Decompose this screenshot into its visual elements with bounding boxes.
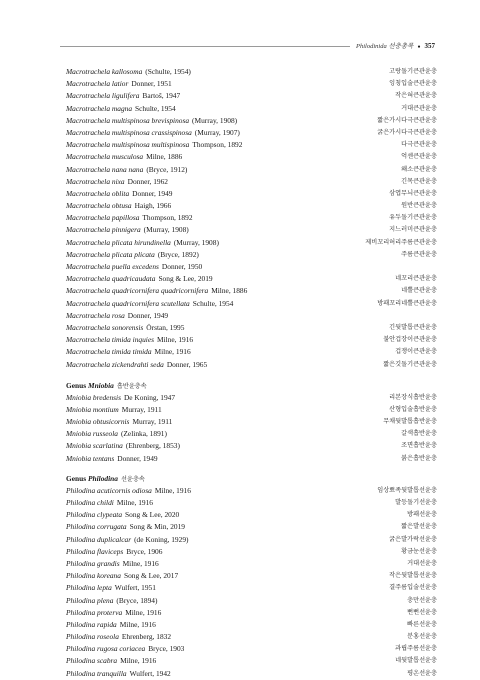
scientific-name: Philodina roseola xyxy=(66,632,119,642)
species-citation xyxy=(66,582,156,594)
species-row xyxy=(66,151,437,163)
species-citation xyxy=(66,607,161,619)
author-citation: Haigh, 1966 xyxy=(134,201,172,211)
scientific-name: Philodina corrugata xyxy=(66,522,127,532)
species-citation xyxy=(66,261,202,273)
korean-name: 잉칭입술큰관윤충 xyxy=(389,80,437,88)
species-row xyxy=(66,582,437,594)
scientific-name: Philodina plena xyxy=(66,595,114,605)
korean-name: 제비꼬리허리주름큰관윤충 xyxy=(365,238,437,246)
scientific-name: Mniobia russeola xyxy=(66,429,118,439)
species-citation xyxy=(66,485,191,497)
scientific-name: Macrotrachela latior xyxy=(66,79,129,89)
author-citation: Song & Min, 2019 xyxy=(129,522,185,532)
species-row xyxy=(66,298,437,310)
scientific-name: Philodina duplicalcar xyxy=(66,534,132,544)
author-citation: Donner, 1962 xyxy=(127,176,168,186)
korean-name: 작은혀큰관윤충 xyxy=(395,92,437,100)
species-citation xyxy=(66,509,179,521)
species-citation xyxy=(66,428,167,440)
korean-name: 빠른선윤충 xyxy=(407,620,437,628)
scientific-name: Macrotrachela pinnigera xyxy=(66,225,141,235)
species-row xyxy=(66,534,437,546)
genus-name: Philodina xyxy=(88,473,118,483)
korean-name: 원반큰관윤충 xyxy=(401,202,437,210)
species-citation xyxy=(66,127,240,139)
species-row xyxy=(66,558,437,570)
species-row xyxy=(66,655,437,667)
scientific-name: Mniobia tentans xyxy=(66,453,115,463)
korean-name: 삼엽무늬큰관윤충 xyxy=(389,189,437,197)
scientific-name: Philodina rapida xyxy=(66,619,117,629)
korean-name: 굵은발가락선윤충 xyxy=(389,535,437,543)
species-citation xyxy=(66,453,158,465)
species-citation xyxy=(66,668,171,680)
species-row xyxy=(66,188,437,200)
species-citation xyxy=(66,346,191,358)
scientific-name: Macrotrachela rosa xyxy=(66,310,125,320)
species-citation xyxy=(66,546,162,558)
species-row xyxy=(66,619,437,631)
species-row xyxy=(66,631,437,643)
author-citation: Ehrenberg, 1832 xyxy=(121,632,172,642)
korean-name: 굵은가시다극큰관윤충 xyxy=(377,128,437,136)
author-citation: Bryce, 1906 xyxy=(126,546,163,556)
scientific-name: Macrotrachela puella excedens xyxy=(66,262,159,271)
scientific-name: Macrotrachela ligulifera xyxy=(66,91,140,101)
author-citation: Thompson, 1892 xyxy=(142,213,193,223)
korean-name: 임상뾰족뒷발톱선윤충 xyxy=(377,486,437,494)
species-row xyxy=(66,78,437,90)
species-citation xyxy=(66,322,184,334)
author-citation: Thompson, 1892 xyxy=(192,140,243,150)
korean-name: 방패꼬리네뿔큰관윤충 xyxy=(377,299,437,307)
korean-name: 왜소큰관윤충 xyxy=(401,165,437,173)
species-citation xyxy=(66,164,187,176)
species-row xyxy=(66,322,437,334)
species-citation xyxy=(66,249,199,261)
species-row xyxy=(66,103,437,115)
species-citation xyxy=(66,416,172,428)
author-citation: Wulfert, 1951 xyxy=(114,583,156,593)
author-citation: Milne, 1916 xyxy=(125,607,162,617)
korean-name: 결주름입술선윤충 xyxy=(389,584,437,592)
species-citation xyxy=(66,115,237,127)
species-row xyxy=(66,285,437,297)
species-citation xyxy=(66,298,233,310)
species-row xyxy=(66,497,437,509)
header-rule xyxy=(60,46,350,47)
scientific-name: Macrotrachela oblita xyxy=(66,188,130,198)
author-citation: Donner, 1951 xyxy=(131,79,172,89)
genus-label: Genus xyxy=(66,473,87,483)
author-citation: Murray, 1911 xyxy=(132,417,173,427)
scientific-name: Philodina acuticornis odiosa xyxy=(66,485,152,495)
korean-name: 네꼬리큰관윤충 xyxy=(395,275,437,283)
species-citation xyxy=(66,359,207,371)
species-citation xyxy=(66,103,176,115)
species-citation xyxy=(66,200,171,212)
scientific-name: Philodina flaviceps xyxy=(66,546,124,556)
scientific-name: Macrotrachela quadricornifera scutellata xyxy=(66,298,190,308)
korean-name: 긴뒷발톱큰관윤충 xyxy=(389,323,437,331)
species-row xyxy=(66,237,437,249)
species-citation xyxy=(66,310,168,322)
author-citation: Donner, 1950 xyxy=(161,262,203,271)
korean-name: 고랑돌기큰관윤충 xyxy=(389,68,437,75)
header-text xyxy=(356,40,435,54)
species-row xyxy=(66,261,437,273)
species-row xyxy=(66,428,437,440)
species-citation xyxy=(66,285,247,297)
scientific-name: Philodina proterva xyxy=(66,607,123,617)
species-row xyxy=(66,453,437,465)
scientific-name: Philodina lepta xyxy=(66,583,112,593)
species-row xyxy=(66,440,437,452)
korean-name: 네뒷발톱선윤충 xyxy=(395,657,437,665)
species-row xyxy=(66,139,437,151)
species-citation xyxy=(66,570,178,582)
scientific-name: Macrotrachela plicata plicata xyxy=(66,249,155,259)
species-citation xyxy=(66,90,180,102)
species-row xyxy=(66,224,437,236)
scientific-name: Macrotrachela multispinosa multispinosa xyxy=(66,140,190,150)
korean-name: 붉은흡반윤충 xyxy=(401,454,437,462)
species-row xyxy=(66,404,437,416)
genus-korean-name: 선윤충속 xyxy=(120,475,145,483)
korean-name: 네뿔큰관윤충 xyxy=(401,287,437,295)
korean-name: 갈색흡반윤충 xyxy=(401,430,437,438)
scientific-name: Mniobia bredensis xyxy=(66,392,121,402)
species-row xyxy=(66,66,437,78)
author-citation: (Murray, 1908) xyxy=(143,225,189,235)
author-citation: Milne, 1916 xyxy=(122,558,159,568)
korean-name: 짧은가시다극큰관윤충 xyxy=(377,116,437,124)
species-row xyxy=(66,346,437,358)
species-citation xyxy=(66,78,172,90)
species-row xyxy=(66,115,437,127)
species-row xyxy=(66,392,437,404)
author-citation: Milne, 1886 xyxy=(146,152,183,162)
author-citation: Donner, 1949 xyxy=(132,188,173,198)
korean-name: 산형입술흡반윤충 xyxy=(389,405,437,413)
scientific-name: Macrotrachela papillosa xyxy=(66,213,140,223)
header-bullet-icon: ● xyxy=(417,45,421,50)
species-row xyxy=(66,485,437,497)
species-row xyxy=(66,595,437,607)
species-citation xyxy=(66,497,153,509)
author-citation: Donner, 1949 xyxy=(127,310,169,320)
author-citation: Murray, 1911 xyxy=(121,404,162,414)
species-row xyxy=(66,249,437,261)
korean-name: 과립주름선윤충 xyxy=(395,645,437,653)
scientific-name: Macrotrachela nixa xyxy=(66,176,125,186)
species-citation xyxy=(66,212,193,224)
philodina-species-list xyxy=(66,485,437,680)
genus-korean-name: 흡반윤충속 xyxy=(116,382,147,390)
header-section-title: Philodinida 선충총목 xyxy=(356,43,414,50)
species-list xyxy=(66,66,437,680)
korean-name: 리본장식흡반윤충 xyxy=(389,393,437,401)
korean-name: 황금눈선윤충 xyxy=(401,547,437,555)
korean-name: 무채뒷발톱흡반윤충 xyxy=(383,418,437,426)
author-citation: (de Koning, 1929) xyxy=(134,534,189,544)
author-citation: De Koning, 1947 xyxy=(123,392,176,402)
korean-name: 충만선윤충 xyxy=(407,596,437,604)
species-row xyxy=(66,334,437,346)
scientific-name: Philodina scabra xyxy=(66,656,118,666)
species-row xyxy=(66,90,437,102)
scientific-name: Macrotrachela plicata hirundinella xyxy=(66,237,171,247)
species-row xyxy=(66,176,437,188)
species-row xyxy=(66,359,437,371)
scientific-name: Macrotrachela musculosa xyxy=(66,152,144,162)
korean-name: 발등돌기선윤충 xyxy=(395,499,437,506)
scientific-name: Macrotrachela multispinosa crassispinosa xyxy=(66,127,192,137)
scientific-name: Macrotrachela quadricornifera quadricornifera xyxy=(66,286,209,296)
author-citation: Milne, 1916 xyxy=(154,485,191,495)
scientific-name: Macrotrachela timida inquies xyxy=(66,335,154,345)
scientific-name: Macrotrachela kallosoma xyxy=(66,67,143,76)
author-citation: (Bryce, 1912) xyxy=(146,164,188,174)
species-citation xyxy=(66,176,168,188)
author-citation: Milne, 1916 xyxy=(119,619,156,629)
author-citation: Milne, 1886 xyxy=(211,286,248,296)
scientific-name: Mniobia scarlatina xyxy=(66,441,123,451)
species-citation xyxy=(66,151,182,163)
korean-name: 분홍선윤충 xyxy=(407,633,437,641)
scientific-name: Macrotrachela multispinosa brevispinosa xyxy=(66,115,190,125)
author-citation: Song & Lee, 2017 xyxy=(123,571,179,581)
korean-name: 긴목큰관윤충 xyxy=(401,177,437,185)
scientific-name: Philodina grandis xyxy=(66,558,120,568)
species-citation xyxy=(66,188,173,200)
korean-name: 뻔뻔선윤충 xyxy=(407,608,437,616)
scientific-name: Macrotrachela sonorensis xyxy=(66,322,144,332)
species-row xyxy=(66,546,437,558)
scientific-name: Macrotrachela zickendrahti seda xyxy=(66,359,164,369)
species-row xyxy=(66,509,437,521)
genus-heading-mniobia xyxy=(66,379,437,392)
running-header xyxy=(0,40,435,52)
korean-name: 작은뒷발톱선윤충 xyxy=(389,572,437,580)
species-citation xyxy=(66,237,219,249)
author-citation: (Schulte, 1954) xyxy=(145,67,191,76)
author-citation: Bryce, 1903 xyxy=(148,644,185,654)
author-citation: Milne, 1916 xyxy=(116,498,153,507)
genus-label: Genus xyxy=(66,380,87,390)
korean-name: 거대큰관윤충 xyxy=(401,104,437,112)
korean-name: 조면흡반윤충 xyxy=(401,442,437,450)
korean-name: 지느러미큰관윤충 xyxy=(389,226,437,234)
author-citation: Song & Lee, 2020 xyxy=(125,510,180,520)
korean-name: 주름큰관윤충 xyxy=(401,250,437,258)
scientific-name: Philodina clypeata xyxy=(66,510,123,520)
korean-name: 방패선윤충 xyxy=(407,511,437,519)
species-row xyxy=(66,521,437,533)
species-row xyxy=(66,607,437,619)
korean-name: 유두돌기큰관윤충 xyxy=(389,214,437,222)
korean-name: 겁쟁이큰관윤충 xyxy=(395,348,437,356)
species-citation xyxy=(66,139,242,151)
species-row xyxy=(66,668,437,680)
author-citation: Örstan, 1995 xyxy=(146,322,185,332)
scientific-name: Macrotrachela timida timida xyxy=(66,347,152,357)
species-row xyxy=(66,643,437,655)
genus-heading-philodina xyxy=(66,472,437,485)
author-citation: (Bryce, 1892) xyxy=(157,249,199,259)
author-citation: Milne, 1916 xyxy=(120,656,157,666)
author-citation: Song & Lee, 2019 xyxy=(158,274,213,284)
macrotrachela-block xyxy=(66,66,437,371)
author-citation: Wulfert, 1942 xyxy=(129,668,171,678)
author-citation: (Murray, 1908) xyxy=(173,237,219,247)
species-citation xyxy=(66,273,213,285)
species-row xyxy=(66,127,437,139)
species-row xyxy=(66,212,437,224)
species-citation xyxy=(66,404,162,416)
korean-name: 불안겁장이큰관윤충 xyxy=(383,336,437,344)
species-citation xyxy=(66,521,185,533)
scientific-name: Macrotrachela quadricaudata xyxy=(66,274,156,284)
scientific-name: Mniobia montium xyxy=(66,404,119,414)
species-row xyxy=(66,416,437,428)
philodina-block xyxy=(66,472,437,680)
species-citation xyxy=(66,595,157,607)
page-number: 357 xyxy=(424,42,435,50)
species-citation xyxy=(66,631,171,643)
species-citation xyxy=(66,334,193,346)
author-citation: Donner, 1949 xyxy=(117,453,158,463)
author-citation: Milne, 1916 xyxy=(154,347,191,357)
species-citation xyxy=(66,558,159,570)
species-citation xyxy=(66,392,175,404)
species-row xyxy=(66,200,437,212)
author-citation: (Murray, 1908) xyxy=(192,115,238,125)
korean-name: 평온선윤충 xyxy=(407,669,437,677)
author-citation: (Zelinka, 1891) xyxy=(120,429,167,439)
species-citation xyxy=(66,66,191,78)
mniobia-block xyxy=(66,379,437,465)
korean-name: 다극큰관윤충 xyxy=(401,141,437,149)
species-row xyxy=(66,570,437,582)
author-citation: Donner, 1965 xyxy=(166,359,208,369)
korean-name: 억센큰관윤충 xyxy=(401,153,437,161)
scientific-name: Macrotrachela nana nana xyxy=(66,164,144,174)
author-citation: Bartoš, 1947 xyxy=(142,91,181,101)
species-citation xyxy=(66,440,180,452)
author-citation: Milne, 1916 xyxy=(157,335,194,345)
scientific-name: Philodina childi xyxy=(66,498,114,507)
species-row xyxy=(66,164,437,176)
species-citation xyxy=(66,534,188,546)
scientific-name: Philodina tranquilla xyxy=(66,668,127,678)
mniobia-species-list xyxy=(66,392,437,465)
author-citation: (Bryce, 1894) xyxy=(116,595,158,605)
scientific-name: Philodina rugosa coriacea xyxy=(66,644,146,654)
author-citation: Schulte, 1954 xyxy=(135,103,176,113)
scientific-name: Macrotrachela obtusa xyxy=(66,201,132,211)
species-citation xyxy=(66,619,156,631)
author-citation: Schulte, 1954 xyxy=(192,298,234,308)
author-citation: (Murray, 1907) xyxy=(194,127,240,137)
korean-name: 짧은깃돌기큰관윤충 xyxy=(383,360,437,368)
scientific-name: Philodina koreana xyxy=(66,571,121,581)
species-row xyxy=(66,310,437,322)
genus-name: Mniobia xyxy=(88,380,114,390)
species-citation xyxy=(66,655,156,667)
scientific-name: Macrotrachela magna xyxy=(66,103,133,113)
korean-name: 짧은발선윤충 xyxy=(401,523,437,531)
species-citation xyxy=(66,224,189,236)
species-row xyxy=(66,273,437,285)
author-citation: (Ehrenberg, 1853) xyxy=(125,441,180,451)
scientific-name: Mniobia obtusicornis xyxy=(66,417,130,427)
korean-name: 거대선윤충 xyxy=(407,559,437,567)
species-citation xyxy=(66,643,184,655)
